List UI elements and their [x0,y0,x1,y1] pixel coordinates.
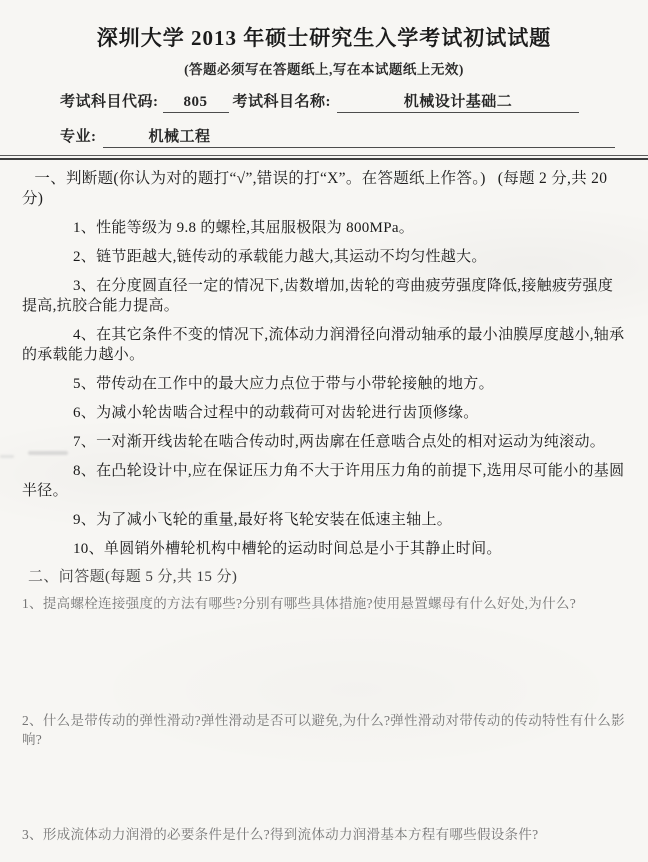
essay-question-3: 3、形成流体动力润滑的必要条件是什么?得到流体动力润滑基本方程有哪些假设条件? [22,827,539,842]
section1-heading [22,169,628,209]
tf-item-9: 9、为了减小飞轮的重量,最好将飞轮安装在低速主轴上。 [73,512,453,528]
tf-item-7: 7、一对渐开线齿轮在啮合传动时,两齿廓在任意啮合点处的相对运动为纯滚动。 [73,434,606,450]
tf-item-8: 8、在凸轮设计中,应在保证压力角不大于许用压力角的前提下,选用尽可能小的基圆半径。 [22,463,625,499]
scan-smudge [0,455,14,458]
tf-item-10: 10、单圆销外槽轮机构中槽轮的运动时间总是小于其静止时间。 [73,541,502,557]
section1-heading-points: (每题 2 分,共 20 分) [22,170,608,207]
major-meta-row [60,125,648,148]
section1-heading-rubric: 一、判断题(你认为对的题打“√”,错误的打“X”。在答题纸上作答。) [34,170,486,187]
tf-item-1: 1、性能等级为 9.8 的螺栓,其屈服极限为 800MPa。 [73,220,415,236]
major-value: 机械工程 [103,125,615,148]
tf-item-5: 5、带传动在工作中的最大应力点位于带与小带轮接触的地方。 [73,376,494,392]
tf-item-4: 4、在其它条件不变的情况下,流体动力润滑径向滑动轴承的最小油膜厚度越小,轴承的承载能力越小。 [22,327,625,363]
page-subtitle: (答题必须写在答题纸上,写在本试题纸上无效) [184,62,464,77]
essay-question-1: 1、提高螺栓连接强度的方法有哪些?分别有哪些具体措施?使用悬置螺母有什么好处,为什么? [22,596,576,611]
subject-name-value: 机械设计基础二 [337,90,579,113]
section2-heading: 二、问答题(每题 5 分,共 15 分) [28,569,238,585]
scan-smudge [28,451,68,455]
subject-code-value: 805 [163,94,229,113]
tf-item-3: 3、在分度圆直径一定的情况下,齿数增加,齿轮的弯曲疲劳强度降低,接触疲劳强度提高,抗胶合能力提高。 [22,278,614,314]
tf-item-6: 6、为减小轮齿啮合过程中的动载荷可对齿轮进行齿顶修缘。 [73,405,479,421]
header-divider [0,155,648,160]
subject-meta-row [60,90,648,113]
essay-question-2: 2、什么是带传动的弹性滑动?弹性滑动是否可以避免,为什么?弹性滑动对带传动的传动特性有什么影响? [22,713,625,747]
subject-code-label: 考试科目代码: [60,94,159,110]
page-title: 深圳大学 2013 年硕士研究生入学考试初试试题 [96,26,552,50]
major-label: 专业: [60,129,97,145]
section-true-false [0,169,648,559]
tf-item-2: 2、链节距越大,链传动的承载能力越大,其运动不均匀性越大。 [73,249,487,265]
section-essay [0,568,648,844]
subject-name-label: 考试科目名称: [232,94,331,110]
